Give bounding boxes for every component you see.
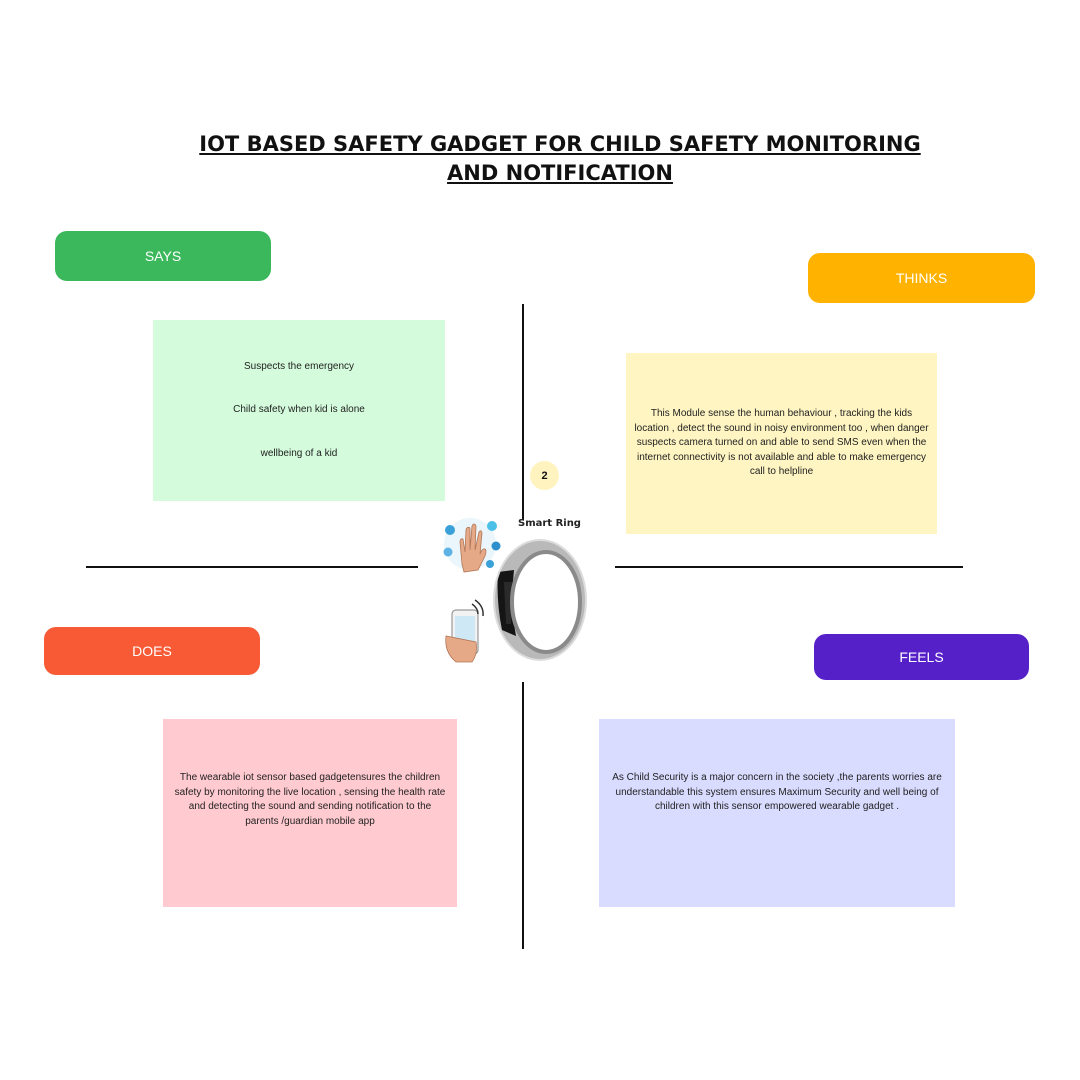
feels-label: FEELS: [814, 634, 1029, 680]
feels-text: As Child Security is a major concern in the society ,the parents worries are understandable this system ensures Maximum Security and well being of children with this sensor empowered wearable gadget .: [612, 772, 942, 812]
says-label: SAYS: [55, 231, 271, 281]
vertical-axis-top: [522, 304, 524, 520]
thinks-text: This Module sense the human behaviour , tracking the kids location , detect the sound in noisy environment too , when danger suspects camera turned on and able to send SMS even when the internet connectivity is not available and able to make emergency call to helpline: [634, 408, 929, 478]
horizontal-axis-right: [615, 566, 963, 568]
does-text: The wearable iot sensor based gadgetensures the children safety by monitoring the live location , sensing the health rate and detecting the sound and sending notification to the parents /guardian mobile app: [174, 772, 446, 827]
says-item: wellbeing of a kid: [260, 447, 338, 459]
thinks-sticky-note[interactable]: [626, 353, 937, 534]
horizontal-axis-left: [86, 566, 418, 568]
smart-ring-caption: Smart Ring: [518, 518, 581, 529]
thinks-label: THINKS: [808, 253, 1035, 303]
does-sticky-note[interactable]: [163, 719, 457, 907]
does-label: DOES: [44, 627, 260, 675]
collaborator-count-badge[interactable]: 2: [530, 461, 559, 490]
smart-ring-illustration: [438, 512, 592, 668]
feels-sticky-note[interactable]: [599, 719, 955, 907]
vertical-axis-bottom: [522, 682, 524, 949]
says-item: Child safety when kid is alone: [233, 404, 365, 416]
smart-ring-icon: [494, 540, 586, 660]
phone-icon: [446, 600, 483, 662]
says-sticky-note[interactable]: [153, 320, 445, 501]
says-item: Suspects the emergency: [243, 360, 355, 372]
page-title: IOT BASED SAFETY GADGET FOR CHILD SAFETY MONITORING AND NOTIFICATION: [199, 132, 921, 185]
hand-icon: [444, 518, 501, 572]
